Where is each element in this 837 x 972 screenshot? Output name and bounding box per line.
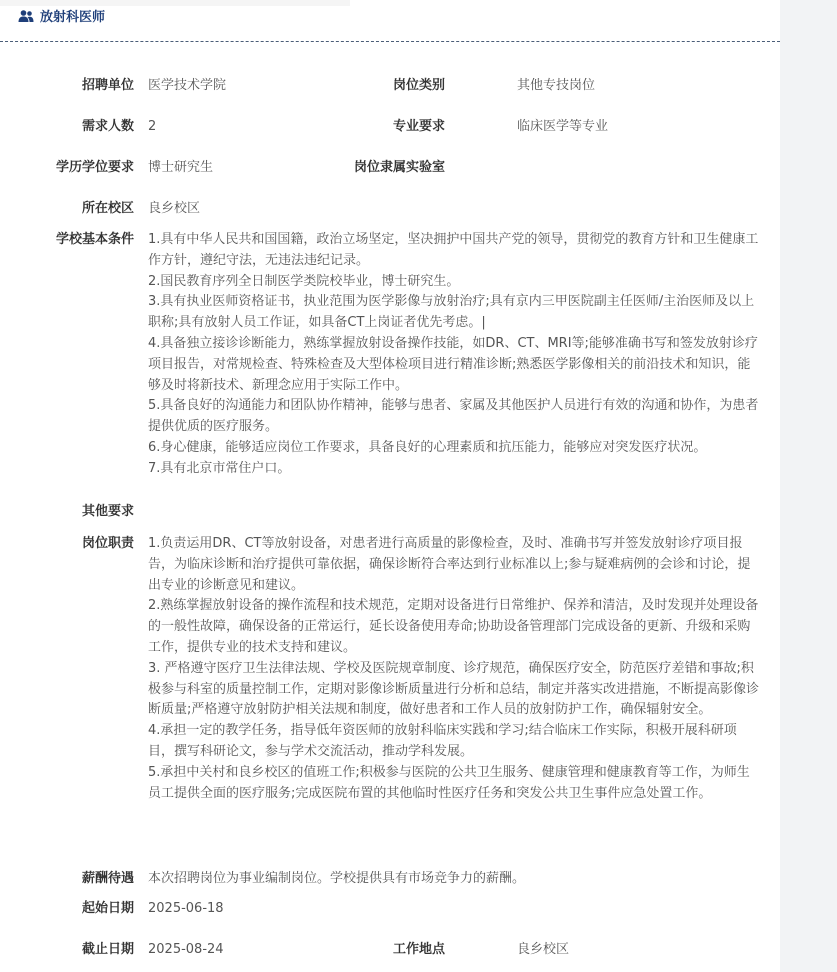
condition-item: 2.国民教育序列全日制医学类院校毕业，博士研究生。	[148, 273, 460, 289]
duty-item: 3. 严格遵守医疗卫生法律法规、学校及医院规章制度、诊疗规范，确保医疗安全，防范医疗差错和事故;积极参与科室的质量控制工作，定期对影像诊断质量进行分析和总结，制定并落实改进措施，不断提高影像诊断质量;严格遵守放射防护相关法规和制度，做好患者和工作人员的放射防护工作，确保辐射安全。	[148, 660, 760, 718]
campus-label: 所在校区	[81, 201, 134, 216]
duty-item: 4.承担一定的教学任务，指导低年资医师的放射科临床实践和学习;结合临床工作实际，积极开展科研项目，撰写科研论文，参与学术交流活动，推动学科发展。	[148, 723, 737, 759]
salary-label: 薪酬待遇	[81, 871, 134, 886]
unit-label: 招聘单位	[81, 78, 134, 93]
job-header	[0, 0, 780, 42]
conditions-text	[148, 230, 760, 480]
category-label: 岗位类别	[392, 78, 445, 93]
job-title-wrap	[18, 5, 105, 25]
start-date-label: 起始日期	[81, 901, 134, 916]
condition-item: 5.具备良好的沟通能力和团队协作精神，能够与患者、家属及其他医护人员进行有效的沟通和协作，为患者提供优质的医疗服务。	[148, 398, 759, 435]
duty-item: 5.承担中关村和良乡校区的值班工作;积极参与医院的公共卫生服务、健康管理和健康教育等工作，为师生员工提供全面的医疗服务;完成医院布置的其他临时性医疗任务和突发公共卫生事件应急处置工作。	[148, 764, 750, 801]
condition-item: 3.具有执业医师资格证书，执业范围为医学影像与放射治疗;具有京内三甲医院副主任医师/主治医师及以上职称;具有放射人员工作证，如具备CT上岗证者优先考虑。|	[148, 294, 755, 331]
count-value: 2	[148, 119, 157, 134]
conditions-label: 学校基本条件	[55, 232, 134, 247]
other-label: 其他要求	[81, 504, 134, 519]
users-icon	[18, 8, 34, 22]
major-value: 临床医学等专业	[517, 119, 609, 134]
degree-value: 博士研究生	[148, 160, 214, 175]
condition-item: 7.具有北京市常住户口。	[148, 460, 291, 476]
degree-label: 学历学位要求	[55, 160, 134, 175]
end-date-value: 2025-08-24	[148, 942, 224, 957]
right-gutter	[780, 0, 837, 972]
count-label: 需求人数	[81, 119, 134, 134]
lab-label: 岗位隶属实验室	[353, 160, 445, 175]
duty-item: 1.负责运用DR、CT等放射设备，对患者进行高质量的影像检查，及时、准确书写并签发放射诊疗项目报告，为临床诊断和治疗提供可靠依据，确保诊断符合率达到行业标准以上;参与疑难病例的会诊和讨论，提出专业的诊断意见和建议。	[148, 536, 751, 593]
location-value: 良乡校区	[517, 942, 570, 957]
campus-value: 良乡校区	[148, 201, 201, 216]
location-label: 工作地点	[392, 942, 445, 957]
duties-text	[148, 534, 760, 804]
major-label: 专业要求	[392, 119, 445, 134]
job-title: 放射科医师	[40, 9, 106, 25]
category-value: 其他专技岗位	[517, 78, 596, 93]
condition-item: 4.具备独立接诊诊断能力，熟练掌握放射设备操作技能，如DR、CT、MRI等;能够准确书写和签发放射诊疗项目报告，对常规检查、特殊检查及大型体检项目进行精准诊断;熟悉医学影像相关的前沿技术和知识，能够及时将新技术、新理念应用于实际工作中。	[148, 335, 758, 393]
condition-item: 1.具有中华人民共和国国籍，政治立场坚定，坚决拥护中国共产党的领导，贯彻党的教育方针和卫生健康工作方针，遵纪守法，无违法违纪记录。	[148, 232, 759, 268]
duty-item: 2.熟练掌握放射设备的操作流程和技术规范，定期对设备进行日常维护、保养和清洁，及时发现并处理设备的一般性故障，确保设备的正常运行，延长设备使用寿命;协助设备管理部门完成设备的更新、升级和采购工作，提供专业的技术支持和建议。	[148, 598, 759, 655]
start-date-value: 2025-06-18	[148, 901, 224, 916]
end-date-label: 截止日期	[81, 942, 134, 957]
unit-value: 医学技术学院	[148, 78, 227, 93]
duties-label: 岗位职责	[81, 536, 134, 551]
salary-value: 本次招聘岗位为事业编制岗位。学校提供具有市场竞争力的薪酬。	[148, 871, 526, 886]
condition-item: 6.身心健康，能够适应岗位工作要求，具备良好的心理素质和抗压能力，能够应对突发医疗状况。	[148, 439, 707, 455]
